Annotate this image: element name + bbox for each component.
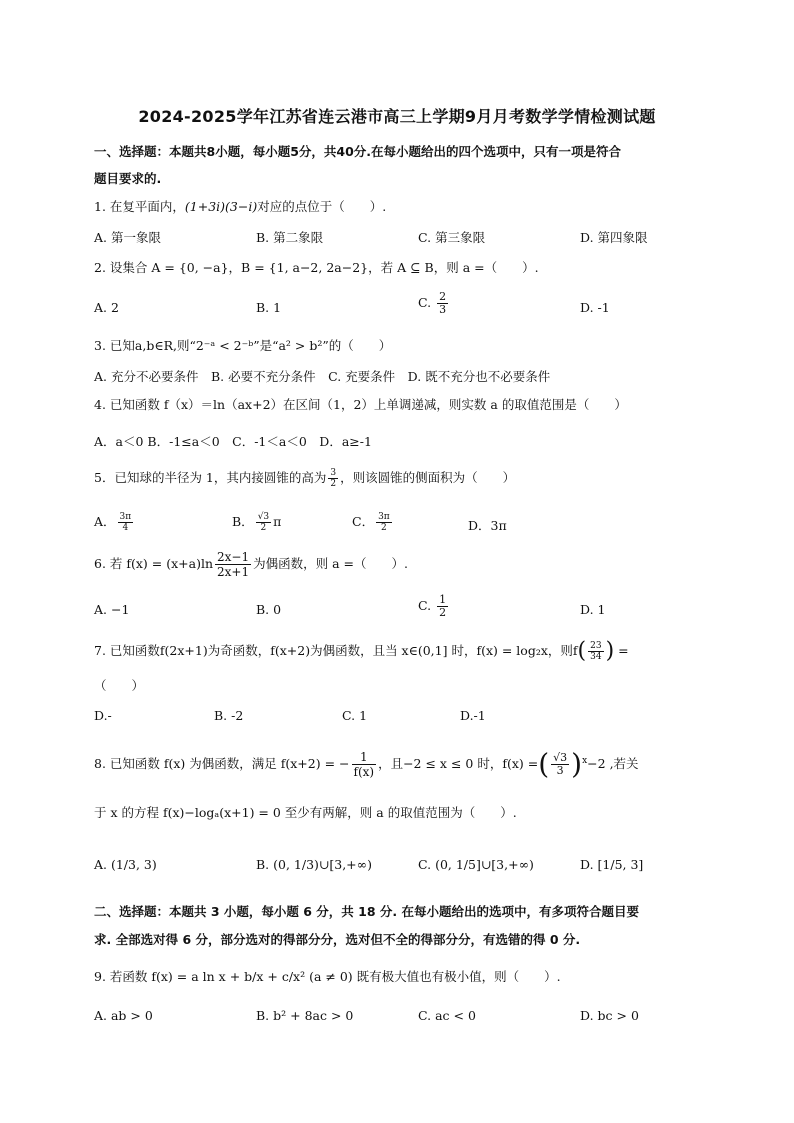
q8-option-b: B. (0, 1/3)∪[3,+∞) [256, 857, 372, 872]
q8-stem-line2: 于 x 的方程 f(x)−logₐ(x+1) = 0 至少有两解，则 a 的取值范围为（ ）. [94, 805, 517, 820]
q1-stem-a: 1. 在复平面内， [94, 199, 185, 214]
q9-option-c: C. ac < 0 [418, 1008, 476, 1023]
q7-option-4: D.-1 [460, 708, 486, 723]
q5-stem [94, 468, 706, 489]
q5-option-a: A． $\frac{3\pi}{4}$ [94, 512, 132, 533]
q1-stem [94, 198, 706, 216]
section1-header-line1: 一、选择题：本题共8小题，每小题5分，共40分.在每小题给出的四个选项中，只有一项是符合 [94, 144, 622, 159]
q1-stem-b: 对应的点位于（ ）. [257, 199, 387, 214]
q1-option-d: D. 第四象限 [580, 230, 648, 245]
q1-expression: (1+3i)(3−i) [184, 199, 258, 214]
q9-option-d: D. bc > 0 [580, 1008, 639, 1023]
q6-option-b: B. 0 [256, 602, 282, 617]
q5-stem-a: 5．已知球的半径为 1，其内接圆锥的高为 [94, 470, 327, 485]
q6-stem: 6. 若 f(x) = (x+a)ln $\frac{2x-1}{2x+1}$ 为偶函数，则 a =（ ）. [94, 550, 408, 579]
section2-header-line2: 求. 全部选对得 6 分，部分选对的得部分分，选对但不全的得部分分，有选错的得 0 分. [94, 932, 581, 947]
q2-option-d: D. -1 [580, 300, 610, 315]
q2-option-c [418, 291, 450, 316]
q4-options: A．a＜0 B．-1≤a＜0 C．-1＜a＜0 D．a≥-1 [94, 434, 372, 449]
q2-option-b: B. 1 [256, 300, 282, 315]
q2-stem: 2. 设集合 A = {0, −a}，B = {1, a−2, 2a−2}，若 A ⊆ B，则 a =（ ）. [94, 260, 539, 275]
q5-option-c: C． $\frac{3\pi}{2}$ [352, 512, 390, 533]
q5-stem-b: ，则该圆锥的侧面积为（ ） [340, 470, 516, 485]
q7-stem: 7. 已知函数f(2x+1)为奇函数，f(x+2)为偶函数，且当 x∈(0,1] 时，f(x) = log₂x，则f( $\frac{23}{34}$ ) = [94, 638, 629, 664]
q7-answer-paren: （ ） [94, 678, 145, 693]
q1-option-b: B. 第二象限 [256, 230, 324, 245]
q6-option-a: A. −1 [94, 602, 130, 617]
q1-option-c: C. 第三象限 [418, 230, 486, 245]
q1-option-a: A. 第一象限 [94, 230, 161, 245]
q7-option-1: D.- [94, 708, 112, 723]
q4-stem: 4. 已知函数 f（x）＝ln（ax+2）在区间（1，2）上单调递减，则实数 a 的取值范围是（ ） [94, 397, 627, 412]
q5-option-d: D．3π [468, 518, 507, 533]
section2-header-line1: 二、选择题：本题共 3 小题，每小题 6 分，共 18 分. 在每小题给出的选项中，有多项符合题目要 [94, 904, 640, 919]
q5-height-fraction: $\frac{3}{2}$ [330, 468, 337, 489]
q2-option-c-label: C. [418, 295, 436, 310]
q8-option-d: D. [1/5, 3] [580, 857, 644, 872]
page-title: 2024-2025学年江苏省连云港市高三上学期9月月考数学学情检测试题 [138, 107, 656, 126]
q6-option-d: D. 1 [580, 602, 606, 617]
q2-option-a: A. 2 [94, 300, 119, 315]
q7-option-3: C. 1 [342, 708, 368, 723]
q2-option-c-fraction: $\frac{2}{3}$ [439, 290, 447, 316]
q5-option-b: B． $\frac{√3}{2}$ π [232, 512, 282, 533]
q8-stem: 8. 已知函数 f(x) 为偶函数，满足 f(x+2) = − $\frac{1}{f(x)}$ ，且−2 ≤ x ≤ 0 时，f(x) =( $\frac{√3}{3}$ )$^x$−2 ,若关 [94, 747, 639, 781]
q8-option-a: A. (1/3, 3) [94, 857, 157, 872]
section1-header-line2: 题目要求的. [94, 171, 162, 186]
q9-stem: 9. 若函数 f(x) = a ln x + b/x + c/x² (a ≠ 0) 既有极大值也有极小值，则（ ）. [94, 969, 561, 984]
q7-option-2: B. -2 [214, 708, 244, 723]
q8-option-c: C. (0, 1/5]∪[3,+∞) [418, 857, 534, 872]
q3-stem: 3. 已知a,b∈R,则“2⁻ᵃ < 2⁻ᵇ”是“a² > b²”的（ ） [94, 338, 392, 353]
q9-option-b: B. b² + 8ac > 0 [256, 1008, 354, 1023]
q6-option-c: C. $\frac{1}{2}$ [418, 593, 447, 619]
q9-option-a: A. ab > 0 [94, 1008, 153, 1023]
q3-options: A. 充分不必要条件 B. 必要不充分条件 C. 充要条件 D. 既不充分也不必要条件 [94, 369, 551, 384]
